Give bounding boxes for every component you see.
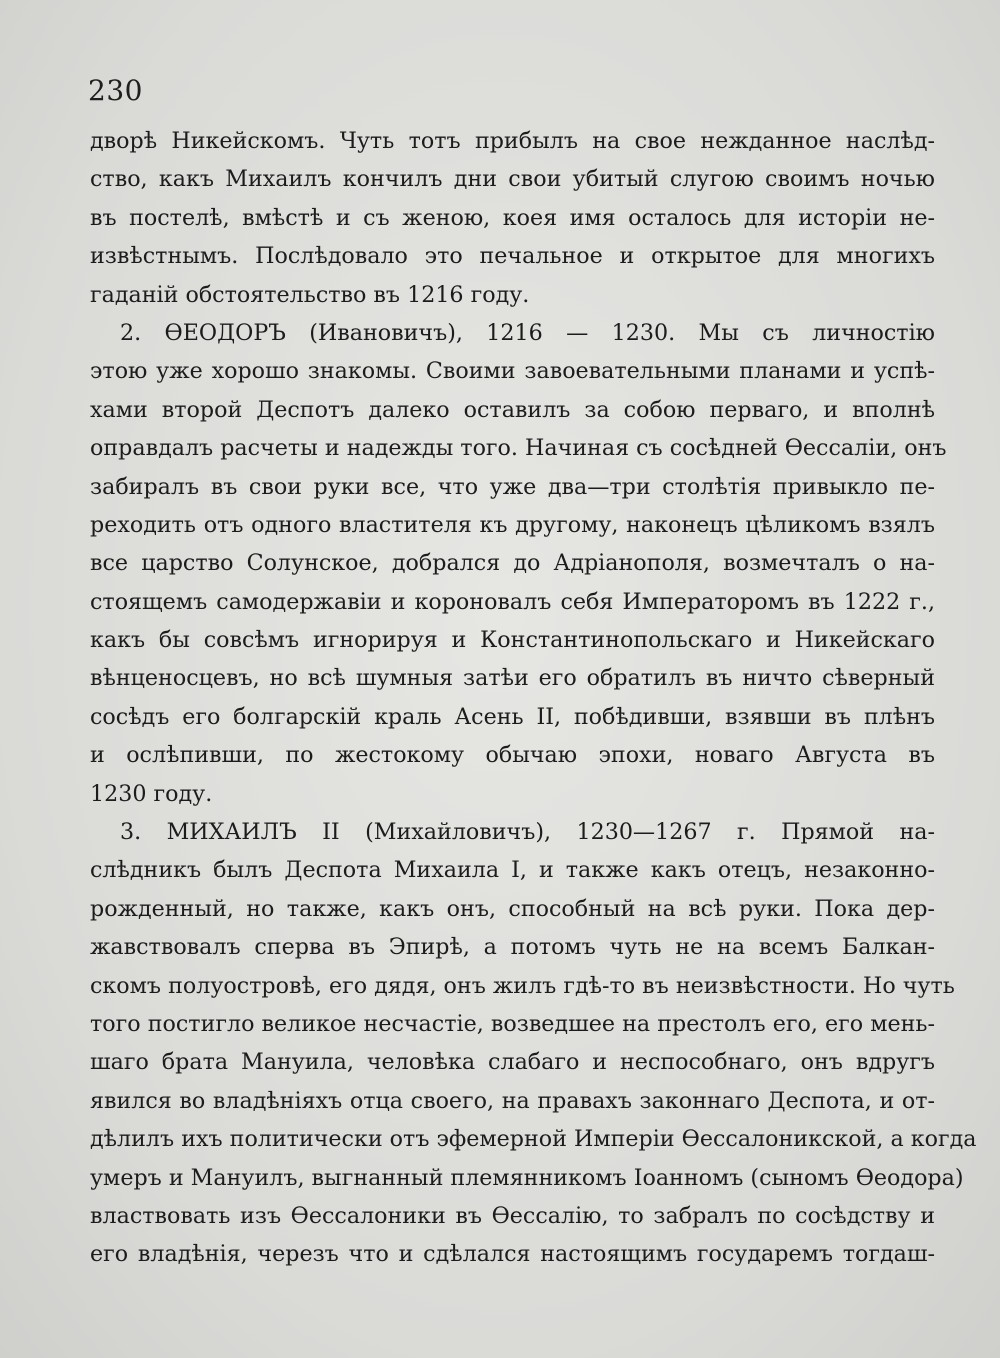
text-line: извѣстнымъ. Послѣдовало это печальное и открытое для многихъ	[90, 243, 935, 270]
text-line: 1230 году.	[90, 780, 213, 807]
text-line: все царство Солунское, добрался до Адріанополя, возмечталъ о на-	[90, 550, 935, 577]
text-line: его владѣнія, черезъ что и сдѣлался настоящимъ государемъ тогдаш-	[90, 1241, 935, 1268]
text-line: оправдалъ расчеты и надежды того. Начиная съ сосѣдней Ѳессаліи, онъ	[90, 435, 947, 462]
text-line: дѣлилъ ихъ политически отъ эфемерной Имперіи Ѳессалоникской, а когда	[90, 1126, 977, 1153]
text-line: явился во владѣніяхъ отца своего, на правахъ законнаго Деспота, и от-	[90, 1087, 935, 1114]
text-line: этою уже хорошо знакомы. Своими завоевательными планами и успѣ-	[90, 358, 935, 385]
text-line: ство, какъ Михаилъ кончилъ дни свои убитый слугою своимъ ночью	[90, 166, 935, 193]
text-line: реходить отъ одного властителя къ другому, наконецъ цѣликомъ взялъ	[90, 511, 935, 538]
text-line: рожденный, но также, какъ онъ, способный на всѣ руки. Пока дер-	[90, 895, 935, 922]
text-line: жавствовалъ сперва въ Эпирѣ, а потомъ чуть не на всемъ Балкан-	[90, 934, 935, 961]
body-text	[90, 122, 977, 1274]
text-line: хами второй Деспотъ далеко оставилъ за собою перваго, и вполнѣ	[90, 396, 935, 423]
text-line: сосѣдъ его болгарскій краль Асень II, побѣдивши, взявши въ плѣнъ	[90, 703, 935, 730]
text-line: забиралъ въ свои руки все, что уже два—три столѣтія привыкло пе-	[90, 473, 935, 500]
text-line: дворѣ Никейскомъ. Чуть тотъ прибылъ на свое нежданное наслѣд-	[90, 128, 935, 154]
paragraph-first-line: 2. ѲЕОДОРЪ (Ивановичъ), 1216 — 1230. Мы съ личностію	[120, 319, 935, 346]
text-line: стоящемъ самодержавіи и короновалъ себя Императоромъ въ 1222 г.,	[90, 588, 935, 615]
paragraph-first-line: 3. МИХАИЛЪ II (Михайловичъ), 1230—1267 г. Прямой на-	[120, 819, 935, 846]
text-line: и ослѣпивши, по жестокому обычаю эпохи, новаго Августа въ	[90, 742, 935, 769]
text-line: слѣдникъ былъ Деспота Михаила I, и также какъ отецъ, незаконно-	[90, 857, 935, 884]
text-line: властвовать изъ Ѳессалоники въ Ѳессалію, то забралъ по сосѣдству и	[90, 1202, 935, 1229]
page-number: 230	[88, 74, 143, 107]
text-line: скомъ полуостровѣ, его дядя, онъ жилъ гдѣ-то въ неизвѣстности. Но чуть	[90, 972, 955, 999]
text-line: въ постелѣ, вмѣстѣ и съ женою, коея имя осталось для исторіи не-	[90, 204, 935, 231]
text-line: гаданій обстоятельство въ 1216 году.	[90, 281, 530, 308]
text-line: какъ бы совсѣмъ игнорируя и Константинопольскаго и Никейскаго	[90, 627, 935, 654]
text-line: шаго брата Мануила, человѣка слабаго и неспособнаго, онъ вдругъ	[90, 1049, 935, 1076]
text-line: того постигло великое несчастіе, возведшее на престолъ его, его мень-	[90, 1010, 935, 1037]
text-line: умеръ и Мануилъ, выгнанный племянникомъ Іоанномъ (сыномъ Ѳеодора)	[90, 1164, 964, 1191]
text-line: вѣнценосцевъ, но всѣ шумныя затѣи его обратилъ въ ничто сѣверный	[90, 665, 935, 692]
